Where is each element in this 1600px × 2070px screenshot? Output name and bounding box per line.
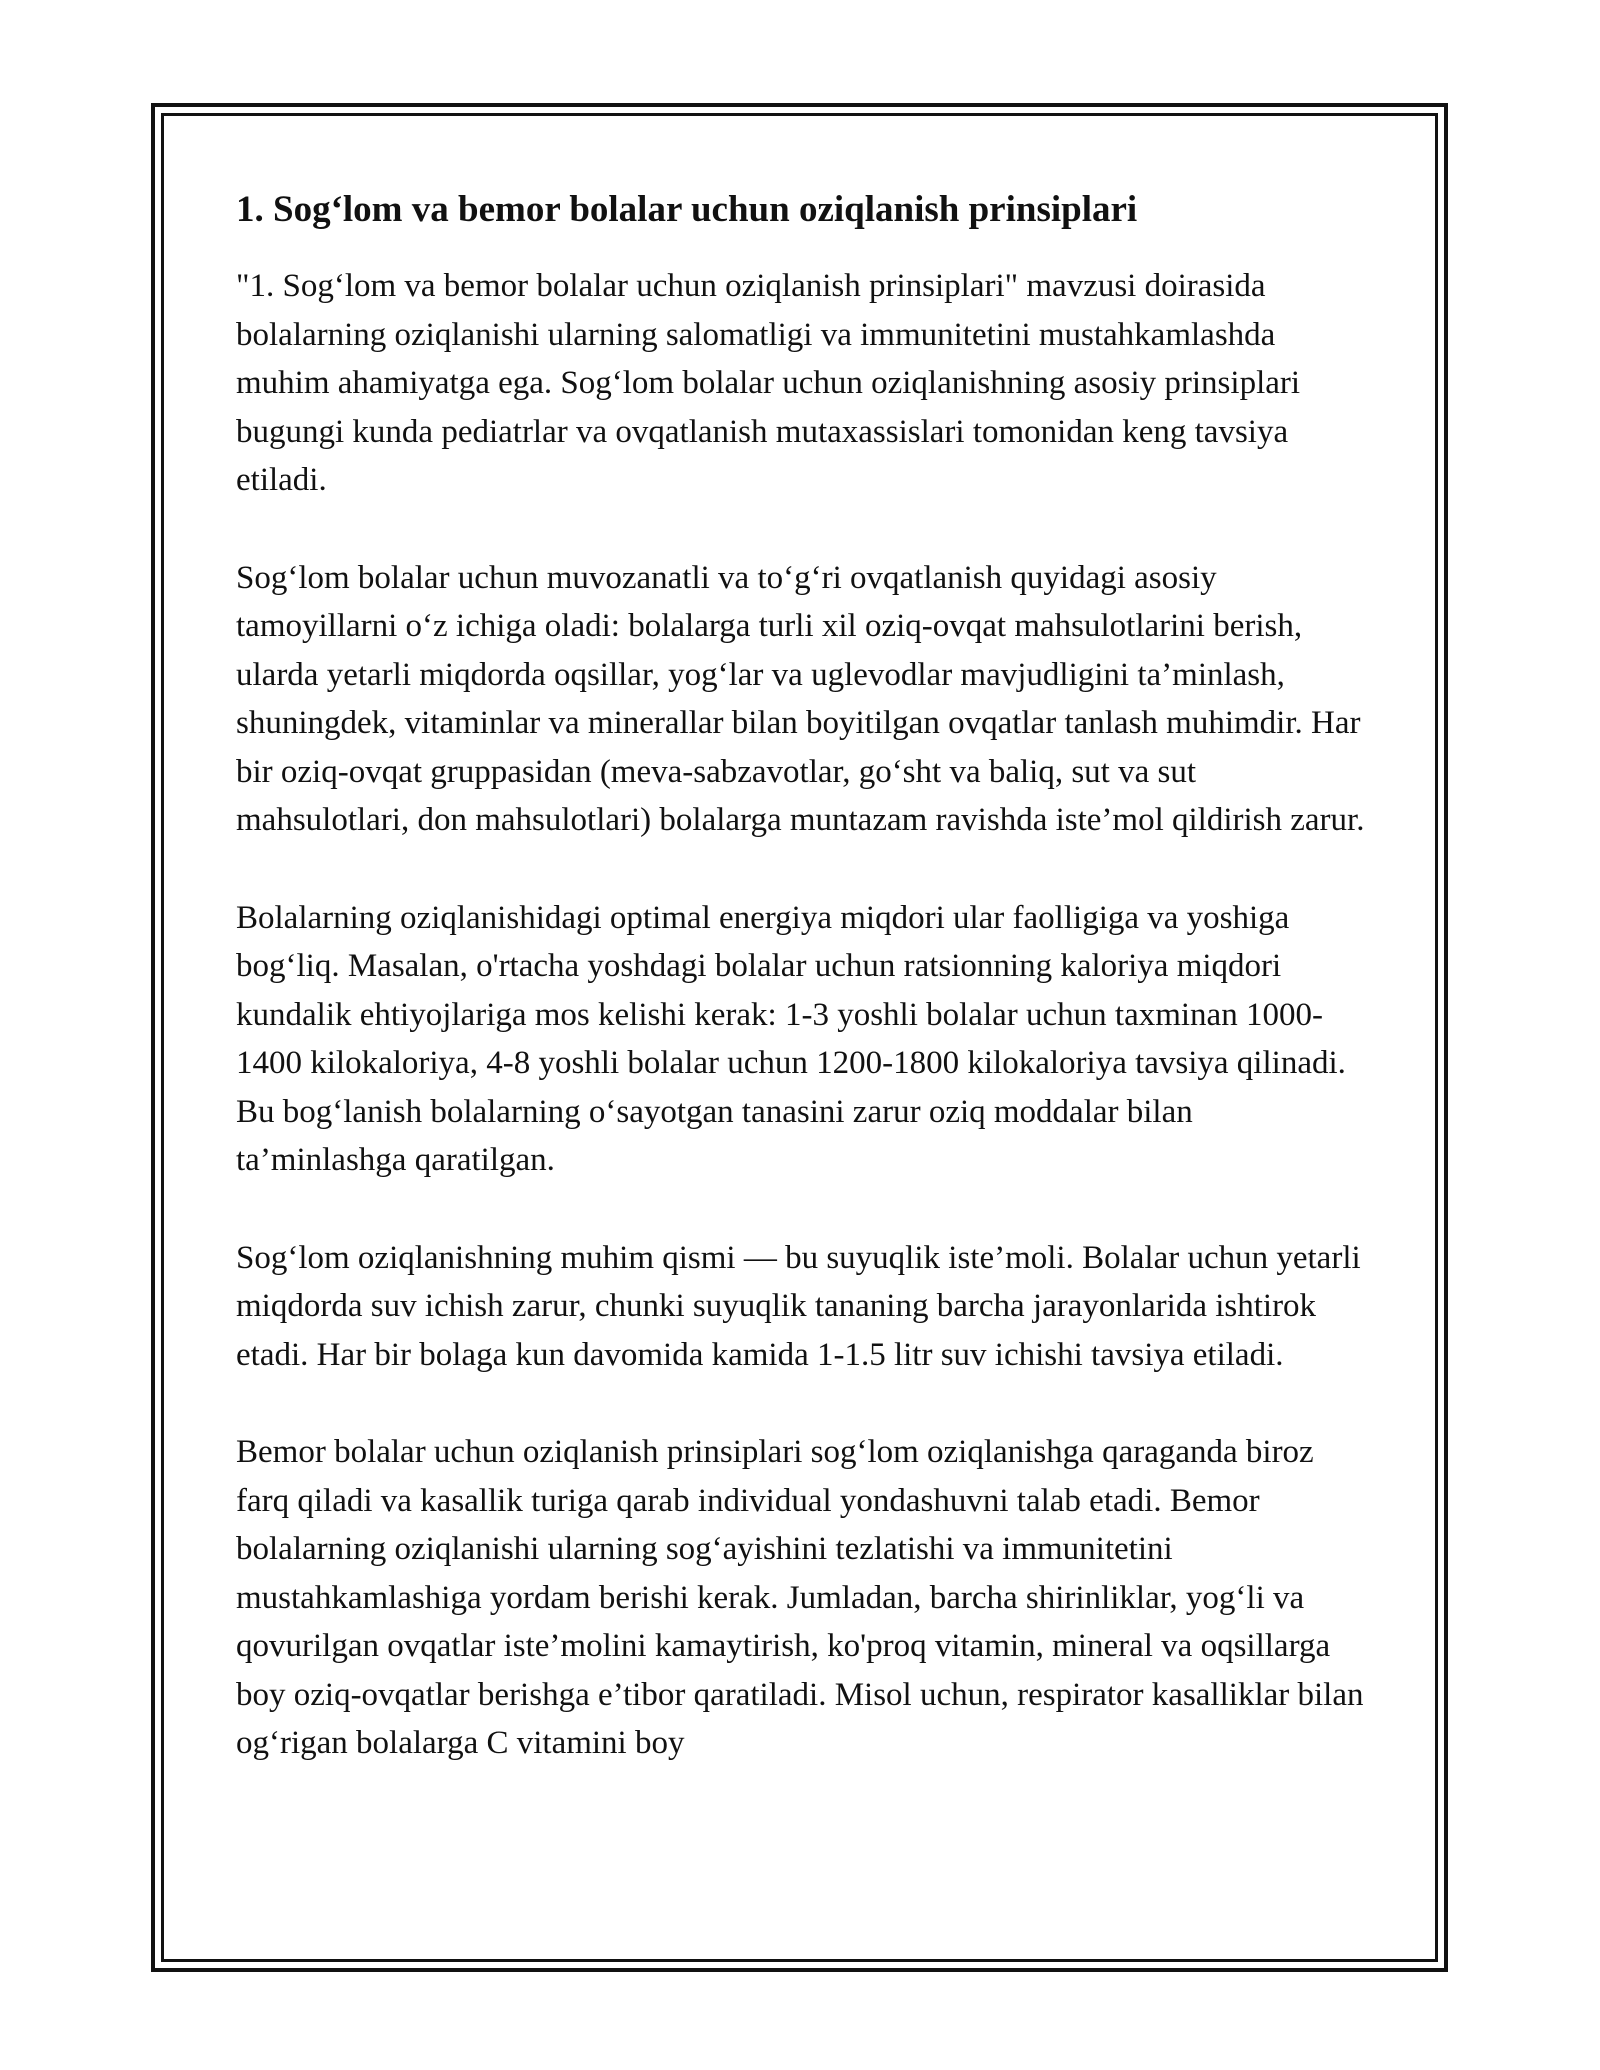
document-body <box>236 186 1366 1768</box>
paragraph-3: Bolalarning oziqlanishidagi optimal energiya miqdori ular faolligiga va yoshiga bog‘liq. Masalan, o'rtacha yoshdagi bolalar uchun ratsionning kaloriya miqdori kundalik ehtiyojlariga mos kelishi kerak: 1-3 yoshli bolalar uchun taxminan 1000-1400 kilokaloriya, 4-8 yoshli bolalar uchun 1200-1800 kilokaloriya tavsiya qilinadi. Bu bog‘lanish bolalarning o‘sayotgan tanasini zarur oziq moddalar bilan ta’minlashga qaratilgan. <box>236 899 1346 1178</box>
document-heading: 1. Sog‘lom va bemor bolalar uchun oziqlanish prinsiplari <box>236 189 1138 230</box>
paragraph-4: Sog‘lom oziqlanishning muhim qismi — bu suyuqlik iste’moli. Bolalar uchun yetarli miqdorda suv ichish zarur, chunki suyuqlik tananing barcha jarayonlarida ishtirok etadi. Har bir bolaga kun davomida kamida 1-1.5 litr suv ichishi tavsiya etiladi. <box>236 1239 1361 1373</box>
paragraph-5: Bemor bolalar uchun oziqlanish prinsiplari sog‘lom oziqlanishga qaraganda biroz farq qiladi va kasallik turiga qarab individual yondashuvni talab etadi. Bemor bolalarning oziqlanishi ularning sog‘ayishini tezlatishi va immunitetini mustahkamlashiga yordam berishi kerak. Jumladan, barcha shirinliklar, yog‘li va qovurilgan ovqatlar iste’molini kamaytirish, ko'proq vitamin, mineral va oqsillarga boy oziq-ovqatlar berishga e’tibor qaratiladi. Misol uchun, respirator kasalliklar bilan og‘rigan bolalarga C vitamini boy <box>236 1434 1364 1761</box>
paragraph-2: Sog‘lom bolalar uchun muvozanatli va to‘g‘ri ovqatlanish quyidagi asosiy tamoyillarni o‘z ichiga oladi: bolalarga turli xil oziq-ovqat mahsulotlarini berish, ularda yetarli miqdorda oqsillar, yog‘lar va uglevodlar mavjudligini ta’minlash, shuningdek, vitaminlar va minerallar bilan boyitilgan ovqatlar tanlash muhimdir. Har bir oziq-ovqat gruppasidan (meva-sabzavotlar, go‘sht va baliq, sut va sut mahsulotlari, don mahsulotlari) bolalarga muntazam ravishda iste’mol qildirish zarur. <box>236 559 1365 838</box>
paragraph-1: "1. Sog‘lom va bemor bolalar uchun oziqlanish prinsiplari" mavzusi doirasida bolalarning oziqlanishi ularning salomatligi va immunitetini mustahkamlashda muhim ahamiyatga ega. Sog‘lom bolalar uchun oziqlanishning asosiy prinsiplari bugungi kunda pediatrlar va ovqatlanish mutaxassislari tomonidan keng tavsiya etiladi. <box>236 268 1301 498</box>
